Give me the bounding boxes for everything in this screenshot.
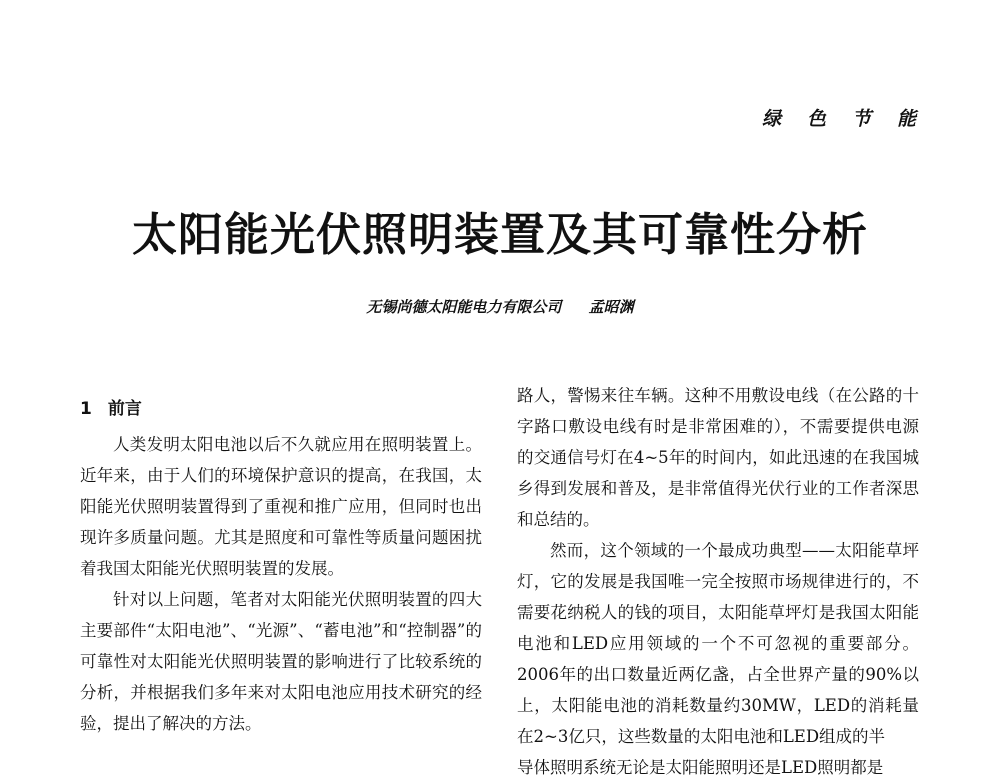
paragraph: 人类发明太阳电池以后不久就应用在照明装置上。近年来，由于人们的环境保护意识的提高，在我国，太阳能光伏照明装置得到了重视和推广应用，但同时也出现许多质量问题。尤其是照度和可靠性等质量问题困扰着我国太阳能光伏照明装置的发展。 <box>80 435 482 578</box>
paragraph: 针对以上问题，笔者对太阳能光伏照明装置的四大主要部件“太阳电池”、“光源”、“蓄电池”和“控制器”的可靠性对太阳能光伏照明装置的影响进行了比较系统的分析，并根据我们多年来对太阳电池应用技术研究的经验，提出了解决的方法。 <box>80 590 482 733</box>
section-number: 1 <box>80 399 92 419</box>
right-column <box>517 380 919 777</box>
article-title: 太阳能光伏照明装置及其可靠性分析 <box>131 208 868 261</box>
author-name: 孟昭渊 <box>588 298 634 316</box>
paragraph: 路人，警惕来往车辆。这种不用敷设电线（在公路的十字路口敷设电线有时是非常困难的），不需要提供电源的交通信号灯在4~5年的时间内，如此迅速的在我国城乡得到发展和普及，是非常值得光伏行业的工作者深思和总结的。 <box>517 386 919 529</box>
cropped-text-line: 导体照明系统无论是太阳能照明还是LED照明都是 <box>517 758 884 777</box>
byline <box>0 296 1000 317</box>
section-title: 前言 <box>107 399 142 419</box>
left-column <box>80 380 482 739</box>
paragraph: 然而，这个领域的一个最成功典型——太阳能草坪灯，它的发展是我国唯一完全按照市场规律进行的，不需要花纳税人的钱的项目，太阳能草坪灯是我国太阳能电池和LED应用领域的一个不可忽视的重要部分。2006年的出口数量近两亿盏，占全世界产量的90%以上，太阳能电池的消耗数量约30MW，LED的消耗量在2~3亿只，这些数量的太阳电池和LED组成的半 <box>517 541 919 746</box>
journal-section-tag: 绿色节能 <box>761 108 942 130</box>
section-heading <box>80 380 482 423</box>
author-affiliation: 无锡尚德太阳能电力有限公司 <box>366 298 562 316</box>
